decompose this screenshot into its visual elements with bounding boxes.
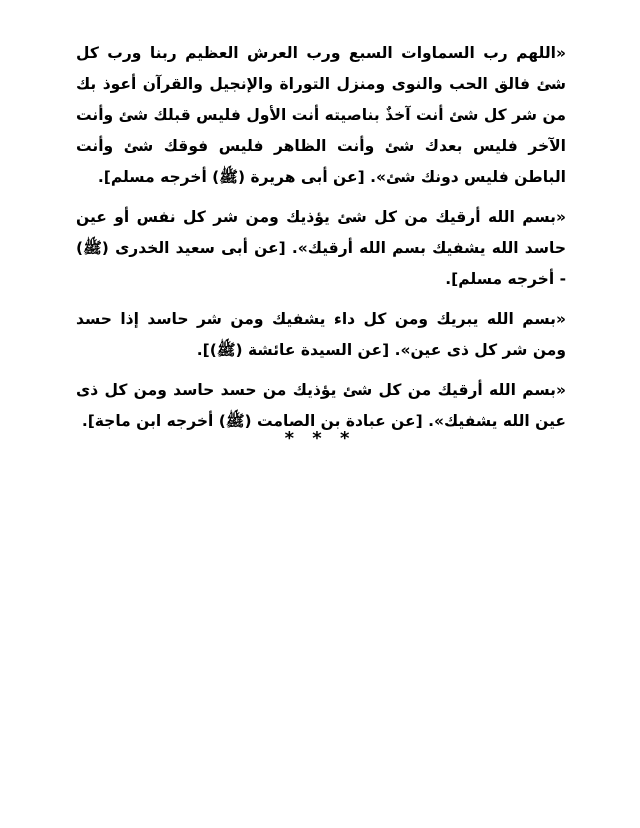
dua-paragraph-2: «بسم الله أرقيك من كل شئ يؤذيك ومن شر كل نفس أو عين حاسد الله يشفيك بسم الله أرقيك». [عن أبى سعيد الخدرى (ﷺ) - أخرجه مسلم]. — [76, 208, 566, 288]
dua-paragraph-3: «بسم الله يبريك ومن كل داء يشفيك ومن شر حاسد إذا حسد ومن شر كل ذى عين». [عن السيدة عائشة (ﷺ)]. — [76, 310, 566, 359]
dua-paragraph-1: «اللهم رب السماوات السبع ورب العرش العظيم ربنا ورب كل شئ فالق الحب والنوى ومنزل التوراة والإنجيل والقرآن أعوذ بك من شر كل شئ أنت آخذٌ بناصيته أنت الأول فليس قبلك شئ وأنت الآخر فليس بعدك شئ وأنت الظاهر فليس فوقك شئ وأنت الباطن فليس دونك شئ». [عن أبى هريرة (ﷺ) أخرجه مسلم]. — [76, 44, 566, 186]
document-body — [76, 38, 566, 437]
dua-paragraph-4: «بسم الله أرقيك من كل شئ يؤذيك من حسد حاسد ومن كل ذى عين الله يشفيك». [عن عبادة بن الصامت (ﷺ) أخرجه ابن ماجة]. — [76, 381, 566, 430]
section-separator: * * * — [284, 428, 356, 449]
